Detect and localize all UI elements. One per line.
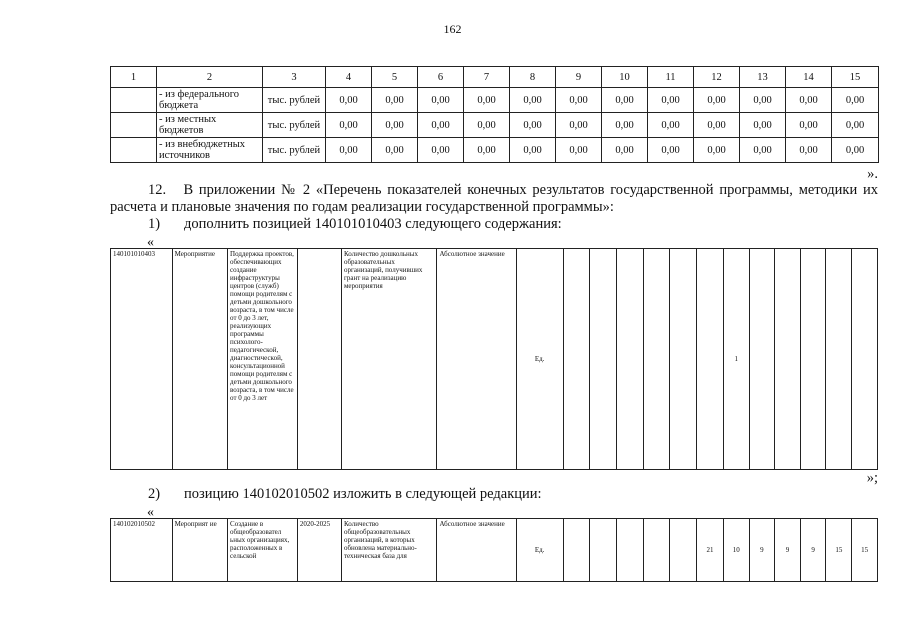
value-cell: 0,00: [510, 113, 556, 138]
indicator-cell: [341, 519, 436, 582]
value-cell: 0,00: [786, 88, 832, 113]
value-cell: [617, 249, 644, 470]
value-cell: 21: [697, 519, 724, 582]
opening-quote: «: [147, 235, 154, 250]
name-text: Создание в общеобразовател ьных организациях, расположенных в сельской: [230, 520, 290, 560]
column-header: 2: [157, 67, 263, 88]
value-cell: 1: [723, 249, 749, 470]
value-cell: [670, 519, 697, 582]
row-number-cell: [111, 138, 157, 163]
value-cell: 0,00: [832, 113, 879, 138]
paragraph-text: В приложении № 2 «Перечень показателей конечных результатов государственной программы, методики их расчета и плановые значения по годам реализации государственной программы»:: [110, 182, 879, 215]
value-cell: 0,00: [556, 88, 602, 113]
column-header: 5: [372, 67, 418, 88]
value-cell: 15: [826, 519, 852, 582]
paragraph-12: [110, 182, 878, 216]
value-cell: 0,00: [602, 113, 648, 138]
value-cell: 9: [749, 519, 775, 582]
value-cell: 0,00: [464, 113, 510, 138]
value-cell: 0,00: [740, 138, 786, 163]
value-cell: 0,00: [648, 88, 694, 113]
type-cell: Мероприятие: [172, 249, 227, 470]
row-unit: тыс. рублей: [263, 138, 326, 163]
value-cell: [590, 519, 617, 582]
value-cell: 0,00: [372, 138, 418, 163]
new-indicator-table: [110, 248, 878, 470]
column-header: 11: [648, 67, 694, 88]
subparagraph-number: 2): [148, 486, 161, 502]
value-cell: [826, 249, 852, 470]
column-header: 15: [832, 67, 879, 88]
type-cell: Мероприят ие: [172, 519, 227, 582]
column-header: 4: [326, 67, 372, 88]
paragraph-number: 12.: [148, 182, 167, 198]
value-cell: 0,00: [694, 88, 740, 113]
value-cell: [643, 249, 670, 470]
indicator-text: Количество общеобразовательных организаций, в которых обновлена материально-техническая база для: [343, 520, 417, 560]
value-cell: [643, 519, 670, 582]
value-cell: [852, 249, 878, 470]
page-number: 162: [443, 22, 462, 36]
value-cell: [697, 249, 724, 470]
table-row: [111, 519, 878, 582]
value-cell: 0,00: [556, 113, 602, 138]
value-cell: 0,00: [786, 113, 832, 138]
column-header: 3: [263, 67, 326, 88]
row-number-cell: [111, 88, 157, 113]
value-type-cell: Абсолютное значение: [437, 519, 516, 582]
value-cell: 0,00: [602, 138, 648, 163]
value-cell: 0,00: [326, 138, 372, 163]
row-label: - из федерального бюджета: [157, 88, 263, 113]
value-cell: 10: [723, 519, 749, 582]
row-unit: тыс. рублей: [263, 113, 326, 138]
name-text: Поддержка проектов, обеспечивающих создание инфраструктуры центров (служб) помощи родителям с детьми дошкольного возраста, в том числе от 0 до 3 лет, реализующих программы психолого-педагогической, диагностической, консультационной помощи родителям с детьми дошкольного возраста, в том числе от 0 до 3 лет: [230, 250, 294, 402]
value-cell: 0,00: [510, 138, 556, 163]
code-cell: 140101010403: [111, 249, 173, 470]
table-row: [111, 88, 879, 113]
value-cell: 0,00: [372, 88, 418, 113]
value-cell: 0,00: [510, 88, 556, 113]
subparagraph-text: позицию 140102010502 изложить в следующей редакции:: [184, 486, 542, 502]
value-cell: 0,00: [464, 138, 510, 163]
column-header: 12: [694, 67, 740, 88]
table-row: [111, 113, 879, 138]
code-cell: 140102010502: [111, 519, 173, 582]
row-unit: тыс. рублей: [263, 88, 326, 113]
closing-quote: »;: [866, 470, 878, 486]
value-cell: 0,00: [464, 88, 510, 113]
value-cell: 0,00: [694, 138, 740, 163]
column-header: 9: [556, 67, 602, 88]
name-cell: [228, 249, 298, 470]
value-cell: [563, 519, 590, 582]
column-header: 7: [464, 67, 510, 88]
closing-quote: ».: [867, 166, 878, 182]
table-row: [111, 138, 879, 163]
value-cell: [617, 519, 644, 582]
row-label: - из местных бюджетов: [157, 113, 263, 138]
column-header: 6: [418, 67, 464, 88]
value-cell: 0,00: [418, 138, 464, 163]
value-cell: 0,00: [832, 138, 879, 163]
subparagraph-1: [148, 216, 562, 233]
value-cell: 0,00: [694, 113, 740, 138]
value-cell: 0,00: [326, 88, 372, 113]
value-cell: 0,00: [740, 88, 786, 113]
edited-indicator-table: [110, 518, 878, 582]
value-cell: [670, 249, 697, 470]
subparagraph-text: дополнить позицией 140101010403 следующего содержания:: [184, 216, 562, 232]
value-cell: 0,00: [740, 113, 786, 138]
indicator-cell: Количество дошкольных образовательных организаций, получивших грант на реализацию мероприятия: [341, 249, 436, 470]
value-cell: 0,00: [648, 113, 694, 138]
period-cell: [297, 249, 341, 470]
value-cell: [590, 249, 617, 470]
unit-cell: Ед.: [516, 249, 563, 470]
subparagraph-number: 1): [148, 216, 161, 232]
subparagraph-2: [148, 486, 542, 503]
table-row: [111, 249, 878, 470]
value-cell: 0,00: [326, 113, 372, 138]
value-cell: 0,00: [786, 138, 832, 163]
value-type-cell: Абсолютное значение: [437, 249, 516, 470]
budget-sources-table: [110, 66, 879, 163]
value-cell: 0,00: [418, 113, 464, 138]
table-header-row: [111, 67, 879, 88]
row-label: - из внебюджетных источников: [157, 138, 263, 163]
row-number-cell: [111, 113, 157, 138]
value-cell: [800, 249, 826, 470]
value-cell: 0,00: [832, 88, 879, 113]
value-cell: 15: [852, 519, 878, 582]
column-header: 14: [786, 67, 832, 88]
opening-quote: «: [147, 505, 154, 520]
value-cell: 0,00: [372, 113, 418, 138]
value-cell: [563, 249, 590, 470]
column-header: 8: [510, 67, 556, 88]
name-cell: [228, 519, 298, 582]
unit-cell: Ед.: [516, 519, 563, 582]
column-header: 1: [111, 67, 157, 88]
column-header: 10: [602, 67, 648, 88]
value-cell: 0,00: [556, 138, 602, 163]
value-cell: [749, 249, 775, 470]
value-cell: 0,00: [602, 88, 648, 113]
value-cell: 0,00: [418, 88, 464, 113]
value-cell: [775, 249, 801, 470]
column-header: 13: [740, 67, 786, 88]
value-cell: 0,00: [648, 138, 694, 163]
period-cell: 2020-2025: [297, 519, 341, 582]
value-cell: 9: [800, 519, 826, 582]
value-cell: 9: [775, 519, 801, 582]
